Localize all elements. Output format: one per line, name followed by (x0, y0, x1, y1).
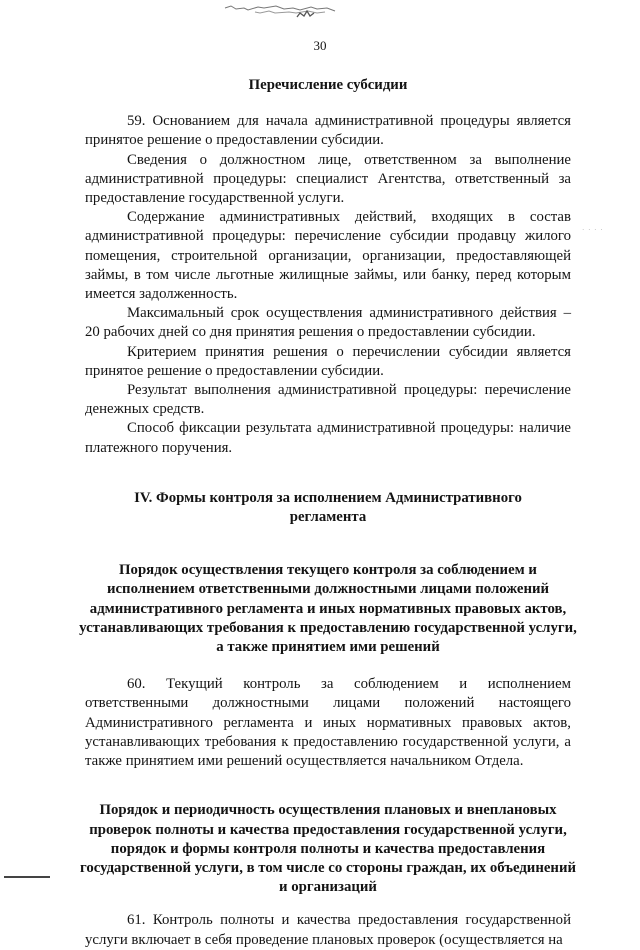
document-body (79, 76, 577, 950)
scan-dots: · · · · (582, 226, 604, 234)
scan-edge-mark (4, 876, 50, 878)
paragraph-61: 61. Контроль полноты и качества предоставления государственной услуги включает в себя проведение плановых проверок (осуществляется на (85, 912, 571, 948)
paragraph-responsible-official: Сведения о должностном лице, ответственном за выполнение административной процедуры: специалист Агентства, ответственный за предоставление государственной услуги. (85, 151, 571, 207)
paragraph-max-term: Максимальный срок осуществления административного действия – 20 рабочих дней со дня принятия решения о предоставлении субсидии. (85, 305, 571, 341)
paragraph-decision-criterion: Критерием принятия решения о перечислении субсидии является принятое решение о предоставлении субсидии. (85, 343, 571, 379)
subheading-inspections: Порядок и периодичность осуществления плановых и внеплановых проверок полноты и качества предоставления государственной услуги, порядок и формы контроля полноты и качества предоставления государственной услуги, в том числе со стороны граждан, их объединений и организаций (79, 802, 576, 896)
paragraph-60: 60. Текущий контроль за соблюдением и исполнением ответственными должностными лицами положений настоящего Административного регламента и иных нормативных правовых актов, устанавливающих требования к предоставлению государственной услуги, а также принятием ими решений осуществляется начальником Отдела. (85, 676, 571, 770)
scan-artifact (215, 0, 390, 18)
section-iv-heading: IV. Формы контроля за исполнением Административного регламента (134, 489, 522, 526)
paragraph-procedure-result: Результат выполнения административной процедуры: перечисление денежных средств. (85, 382, 571, 418)
paragraph-result-recording: Способ фиксации результата административной процедуры: наличие платежного поручения. (85, 420, 571, 456)
page-number: 30 (313, 38, 327, 53)
paragraph-actions-content: Содержание административных действий, входящих в состав административной процедуры: перечисление субсидии продавцу жилого помещения, строительной организации, организации, предоставляющей займы, в том числе льготные жилищные займы, или банку, перед которым имеется задолженность. (85, 209, 571, 303)
heading-subsidy-transfer: Перечисление субсидии (248, 77, 408, 93)
paragraph-59: 59. Основанием для начала административной процедуры является принятое решение о предоставлении субсидии. (85, 113, 571, 149)
subheading-current-control: Порядок осуществления текущего контроля за соблюдением и исполнением ответственными должностными лицами положений административного регламента и иных нормативных правовых актов, устанавливающих требования к предоставлению государственной услуги, а также принятием ими решений (79, 562, 577, 656)
